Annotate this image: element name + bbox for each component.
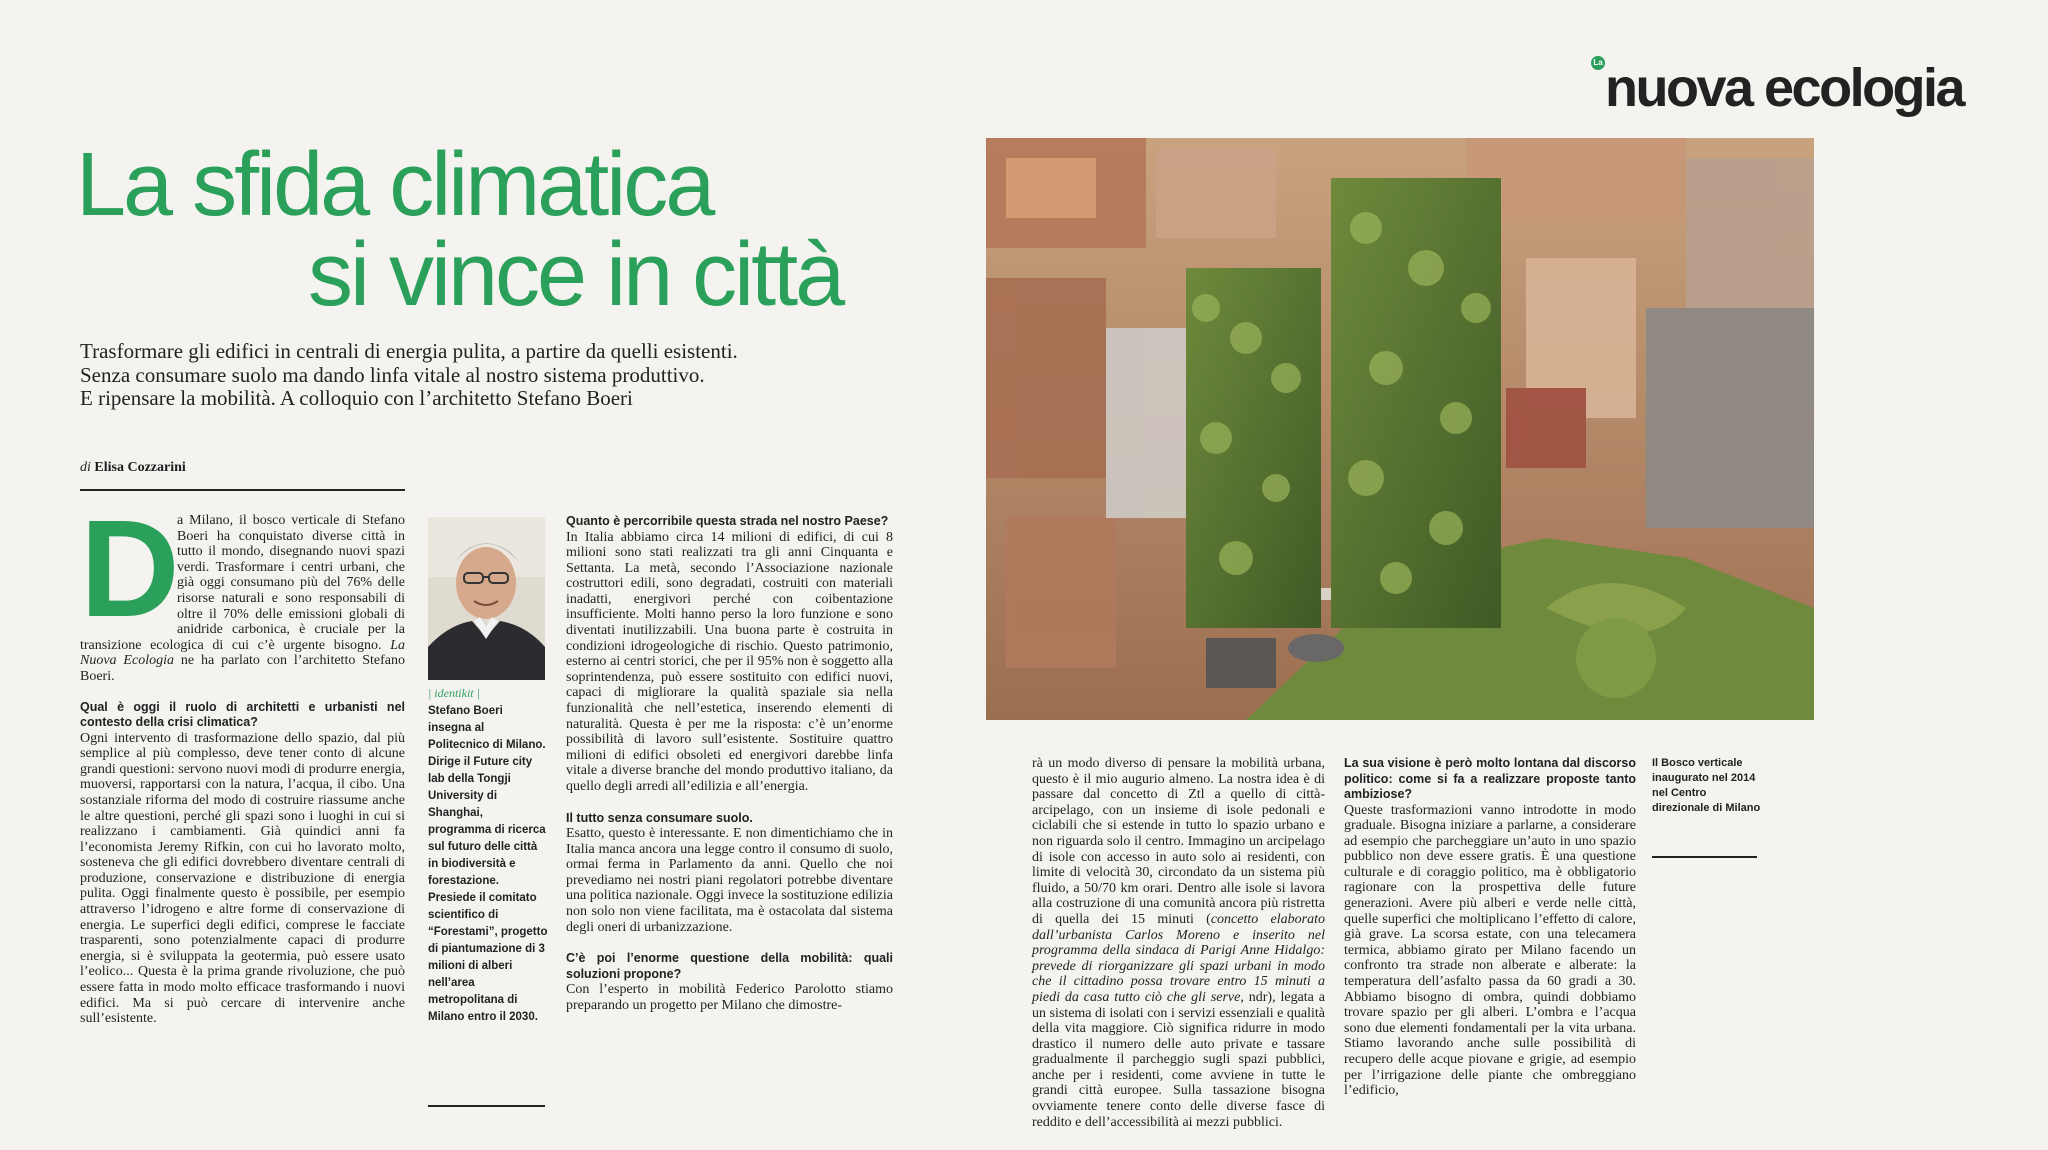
standfirst-line: Trasformare gli edifici in centrali di energia pulita, a partire da quelli esistenti. [80, 339, 738, 363]
logo-prefix: La [1591, 56, 1605, 70]
question-4: C’è poi l’enorme questione della mobilità: quali soluzioni propone? [566, 951, 893, 981]
headline [76, 135, 843, 325]
byline-divider [80, 489, 405, 491]
photo-caption: Il Bosco verticale inaugurato nel 2014 nel Centro direzionale di Milano [1652, 757, 1761, 814]
headline-line-1: La sfida climatica [76, 135, 713, 235]
question-2: Quanto è percorribile questa strada nel nostro Paese? [566, 514, 889, 528]
answer-1: Ogni intervento di trasformazione dello spazio, dal più semplice al più complesso, deve tener conto di alcune grandi questioni: servono nuovi modi di produrre energia, muoversi, rapportarsi con la natura, l’acqua, il cibo. Una sostanziale riforma del modo di costruire riassume anche le altre questioni, perché gli spazi sono i luoghi in cui si realizzano i cambiamenti. Già quindici anni fa l’economista Jeremy Rifkin, con cui ho lavorato molto, sosteneva che gli edifici dovrebbero diventare centrali di produzione, conservazione e distribuzione di energia pulita. Oggi finalmente questo è possibile, per esempio attraverso l’idrogeno e altre forme di conservazione di energia. Le superfici degli edifici, comprese le facciate trasparenti, sono potenzialmente capaci di produrre energia, si è sviluppata la geotermia, può essere usato l’eolico... Questa è la prima grande rivoluzione, che può essere fatta in modo molto efficace trasformando i nuovi edifici. Ma si può cercare di intervenire anche sull’esistente. [80, 730, 405, 1027]
magazine-logo [1591, 56, 1991, 126]
caption-divider [1652, 856, 1757, 858]
byline-prefix: di [80, 460, 91, 475]
question-3: Il tutto senza consumare suolo. [566, 810, 753, 825]
identikit-divider [428, 1105, 545, 1107]
article-column-3 [1032, 756, 1325, 1130]
question-1: Qual è oggi il ruolo di architetti e urbanisti nel contesto della crisi climatica? [80, 699, 405, 730]
article-column-1 [80, 513, 405, 1027]
answer-4: Con l’esperto in mobilità Federico Parolotto stiamo preparando un progetto per Milano che dimostre- [566, 982, 893, 1013]
byline-author: Elisa Cozzarini [94, 460, 186, 475]
intro-tail: ne ha parlato con l’architetto Stefano Boeri. [80, 653, 405, 684]
answer-3: Esatto, questo è interessante. E non dimentichiamo che in Italia manca ancora una legge contro il consumo di suolo, ormai ferma in Parlamento da anni. Quello che noi prevediamo nei nostri piani regolatori potrebbe diventare una politica nazionale. Oggi invece la sostituzione edilizia non solo non viene facilitata, ma è ostacolata dal sistema degli oneri di urbanizzazione. [566, 826, 893, 935]
identikit-text: Stefano Boeri insegna al Politecnico di Milano. Dirige il Future city lab della Tongji University di Shanghai, programma di ricerca sul futuro delle città in biodiversità e forestazione. Presiede il comitato scientifico di “Forestami”, progetto di piantumazione di 3 milioni di alberi nell’area metropolitana di Milano entro il 2030. [428, 705, 548, 1023]
drop-cap: D [80, 492, 180, 646]
answer-5-text: Queste trasformazioni vanno introdotte in modo graduale. Bisogna iniziare a parlarne, a considerare ad esempio che parcheggiare un’auto in uno spazio pubblico non deve essere gratis. È una questione culturale e di coraggio politico, ma è obbligatorio ragionare con la prospettiva delle future generazioni. Avere più alberi e verde nelle città, quelle superfici che moltiplicano l’effetto di calore, già grave. La scorsa estate, con una telecamera termica, abbiamo girato per Milano facendo un confronto tra strade non alberate e alberate: la temperatura dell’asfalto passa da 60 gradi a 30. Abbiamo bisogno di ombra, quindi dobbiamo trovare spazio per gli alberi. L’ombra e l’acqua sono due elementi fondamentali per la vita urbana. Stiamo lavorando anche sulle possibilità di recupero delle acque piovane e grigie, ad esempio per l’irrigazione delle piante che ombreggiano l’edificio, [1344, 802, 1636, 1099]
headline-line-2: si vince in città [308, 225, 843, 325]
standfirst-line: Senza consumare suolo ma dando linfa vitale al nostro sistema produttivo. [80, 362, 705, 387]
answer-4-continued-tail: , ndr), legata a un sistema di isolati con i servizi essenziali e qualità della vita maggiore. Ciò significa ridurre in modo drastico il numero delle auto private e tassare gradualmente il parcheggio sugli spazi pubblici, anche per i residenti, come avviene in tutte le grandi città europee. Sulla tassazione bisogna ovviamente tenere conto delle diverse fasce di reddito e dell’accessibilità ai mezzi pubblici. [1032, 989, 1325, 1130]
magazine-name: La Nuova Ecologia [80, 637, 406, 669]
answer-2: In Italia abbiamo circa 14 milioni di edifici, di cui 8 milioni sono stati realizzati tra gli anni Cinquanta e Settanta. La metà, secondo l’Associazione nazionale costruttori edili, sono degradati, costruiti con materiali inadatti, energivori perché con coibentazione insufficiente. Molti hanno perso la loro funzione e sono diventati inutilizzabili. Una buona parte è costruita in condizioni idrogeologiche di rischio. Questo patrimonio, esterno ai centri storici, che per il 95% non è soggetto alla soprintendenza, può essere sostituito con edifici nuovi, capaci di migliorare la qualità spaziale sia nella funzionalità che nell’estetica, inserendo elementi di naturalità. Questa è per me la risposta: c’è un’enorme possibilità di lavoro sull’esistente. Sostituire quattro milioni di edifici obsoleti ed energivori darebbe linfa vitale a diverse branche del mondo produttivo italiano, da quello degli arredi all’edilizia e all’energia. [566, 529, 893, 794]
intro-text: a Milano, il bosco verticale di Stefano Boeri ha conquistato diverse città in tutto il mondo, disegnando nuovi spazi verdi. Trasformare i centri urbani, che già oggi consumano più del 76% delle risorse naturali e sono responsabili di oltre il 70% delle emissioni globali di anidride carbonica, è cruciale per la transizione ecologica di cui c’è urgente bisogno. [80, 513, 405, 653]
article-column-2 [566, 514, 893, 1013]
answer-4-continued [1032, 756, 1325, 1130]
answer-4-italic-note: concetto elaborato dall’urbanista Carlos Moreno e inserito nel programma della sindaca di Parigi Anne Hidalgo: prevede di riorganizzare gli spazi urbani in modo che il cittadino possa trovare entro 15 minuti a piedi da casa tutto ciò che gli serve [1032, 911, 1325, 1005]
portrait-photo [428, 517, 545, 680]
bosco-verticale-photo [986, 138, 1814, 720]
article-column-4 [1344, 756, 1636, 1099]
answer-5 [1344, 803, 1636, 1099]
standfirst [80, 340, 860, 411]
question-5: La sua visione è però molto lontana dal discorso politico: come si fa a realizzare proposte tanto ambiziose? [1344, 756, 1636, 801]
answer-4-continued-text: rà un modo diverso di pensare la mobilità urbana, questo è il mio augurio almeno. La nostra idea è di passare dal concetto di Ztl a quello di città-arcipelago, con un insieme di isole pedonali e ciclabili che si estende in tutto lo spazio urbano e non riguarda solo il centro. Immagino un arcipelago di isole con accesso in auto solo ai residenti, con limite di velocità 30, circondato da un sistema più fluido, a 50/70 km orari. Dentro alle isole si lavora alla costruzione di una comunità ancora più ristretta di quella dei 15 minuti ( [1032, 756, 1325, 927]
identikit-label: | identikit | [428, 686, 480, 700]
byline [80, 460, 186, 476]
intro-paragraph [80, 513, 405, 685]
standfirst-line: E ripensare la mobilità. A colloquio con l’architetto Stefano Boeri [80, 386, 633, 410]
logo-name: nuova ecologia [1605, 58, 1964, 118]
